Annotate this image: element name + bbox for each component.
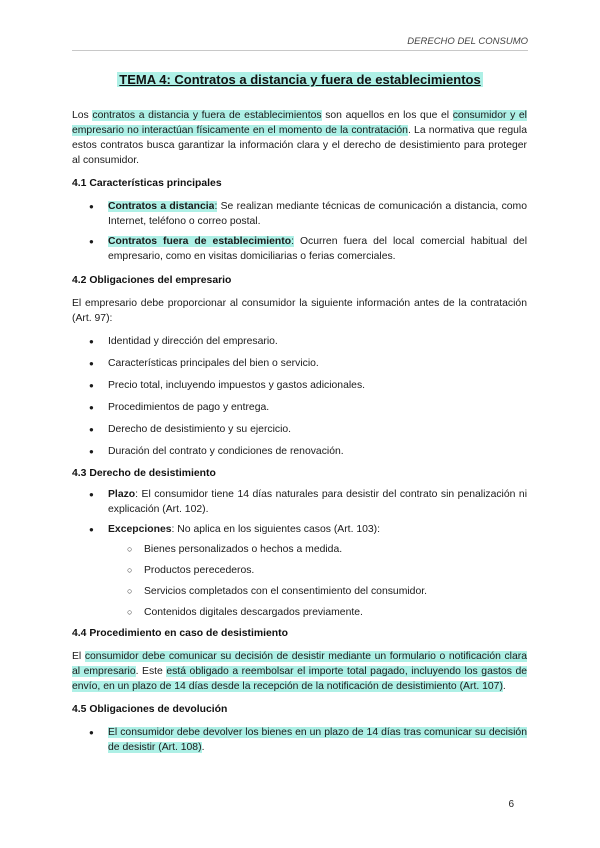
sublist-item: ○ Productos perecederos. [72, 563, 527, 578]
item-text: . [201, 742, 205, 753]
procedure-highlight-1: consumidor debe comunicar su decisión de desistir mediante un formulario o notificación clara al empresario [72, 651, 527, 677]
list-item: ● Precio total, incluyendo impuestos y gastos adicionales. [72, 378, 527, 393]
list-item [72, 487, 527, 517]
section-heading-4-2: 4.2 Obligaciones del empresario [72, 275, 232, 286]
page-title [72, 72, 528, 87]
return-list [72, 725, 527, 755]
intro-highlight-2: consumidor y el empresario no interactúan físicamente en el momento de la contratación [72, 110, 527, 136]
item-text: Se realizan mediante técnicas de comunicación a distancia, como Internet, teléfono o correo postal. [108, 201, 527, 227]
term-offsite-contracts: Contratos fuera de establecimiento [108, 236, 292, 247]
list-item: ● Identidad y dirección del empresario. [72, 334, 527, 349]
item-text: : No aplica en los siguientes casos (Art. 103): [171, 524, 381, 535]
term-exceptions: Excepciones [108, 524, 172, 535]
list-item [72, 199, 527, 229]
list-item: ● Duración del contrato y condiciones de renovación. [72, 444, 527, 459]
procedure-paragraph [72, 649, 527, 694]
obligations-list [72, 334, 527, 459]
intro-text-2: son aquellos en los que el [321, 110, 453, 121]
sublist-item: ○ Servicios completados con el consentimiento del consumidor. [72, 584, 527, 599]
characteristics-list [72, 199, 527, 264]
running-header: DERECHO DEL CONSUMO [407, 36, 528, 47]
intro-highlight-1: contratos a distancia y fuera de establecimientos [92, 110, 322, 121]
obligations-paragraph: El empresario debe proporcionar al consumidor la siguiente información antes de la contratación (Art. 97): [72, 298, 527, 324]
header-divider [72, 50, 528, 51]
page-title-text: TEMA 4: Contratos a distancia y fuera de establecimientos [119, 72, 481, 87]
procedure-text-2: . Este [135, 666, 167, 677]
section-heading-4-3: 4.3 Derecho de desistimiento [72, 468, 216, 479]
item-text: : El consumidor tiene 14 días naturales para desistir del contrato sin penalización ni explicación (Art. 102). [108, 489, 527, 515]
page-number: 6 [508, 799, 514, 810]
list-item [72, 522, 527, 537]
section-heading-4-5: 4.5 Obligaciones de devolución [72, 704, 228, 715]
exceptions-sublist [72, 542, 527, 620]
return-highlight: El consumidor debe devolver los bienes en un plazo de 14 días tras comunicar su decisión de desistir (Art. 108) [108, 727, 527, 753]
list-item: ● Derecho de desistimiento y su ejercicio. [72, 422, 527, 437]
term-colon: : [291, 236, 294, 247]
section-heading-4-1: 4.1 Características principales [72, 178, 222, 189]
procedure-text-1: El [72, 651, 85, 662]
intro-paragraph [72, 108, 527, 168]
sublist-item: ○ Contenidos digitales descargados previamente. [72, 605, 527, 620]
list-item [72, 725, 527, 755]
procedure-highlight-2: está obligado a reembolsar el importe total pagado, incluyendo los gastos de envío, en un plazo de 14 días desde la recepción de la notificación de desistimiento (Art. 107) [72, 666, 527, 692]
term-remote-contracts: Contratos a distancia [108, 201, 215, 212]
term-colon: : [214, 201, 218, 212]
item-text: Ocurren fuera del local comercial habitual del empresario, como en visitas domiciliarias o ferias comerciales. [108, 236, 527, 262]
list-item [72, 234, 527, 264]
list-item: ● Características principales del bien o servicio. [72, 356, 527, 371]
term-deadline: Plazo [108, 489, 136, 500]
sublist-item: ○ Bienes personalizados o hechos a medida. [72, 542, 527, 557]
list-item: ● Procedimientos de pago y entrega. [72, 400, 527, 415]
intro-text-1: Los [72, 110, 93, 121]
procedure-text-3: . [502, 681, 506, 692]
intro-text-3: . La normativa que regula estos contratos busca garantizar la información clara y el derecho de desistimiento para proteger al consumidor. [72, 125, 527, 166]
withdrawal-list [72, 487, 527, 537]
document-body [72, 108, 527, 760]
section-heading-4-4: 4.4 Procedimiento en caso de desistimiento [72, 628, 288, 639]
